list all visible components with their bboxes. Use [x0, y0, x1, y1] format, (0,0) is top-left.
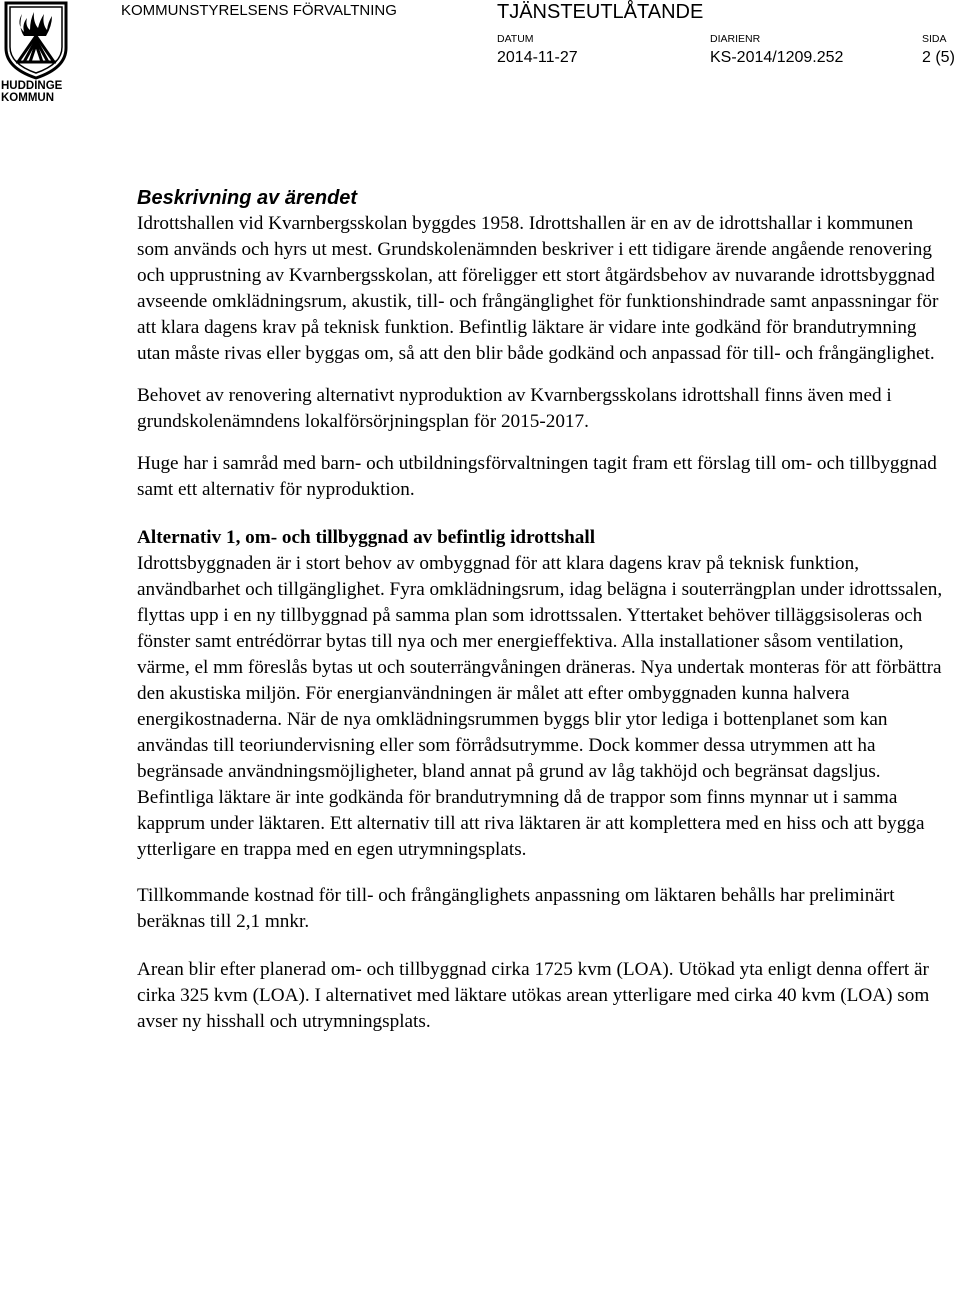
date-label: DATUM: [497, 33, 534, 45]
section-heading: Beskrivning av ärendet: [137, 187, 358, 209]
logo-text: [1, 80, 73, 104]
paragraph-alt1-description: Idrottsbyggnaden är i stort behov av ombyggnad för att klara dagens krav på teknisk funktion, användbarhet och tillgänglighet. Fyra omklädningsrum, idag belägna i souterrängplan under idrottssalen, flyttas upp i en ny tillbyggnad på samma plan som idrottssalen. Yttertaket behöver tilläggsisoleras och fönster samt entrédörrar bytas till nya och mer energieffektiva. Alla installationer såsom ventilation, värme, el mm föreslås bytas ut och souterrängvåningen dräneras. Nya undertak monteras för att förbättra den akustiska miljön. För energianvändningen är målet att efter ombyggnaden kunna halvera energikostnaderna. När de nya omklädningsrummen byggs blir ytor lediga i bottenplanet som kan användas till teoriundervisning eller som förrådsutrymme. Dock kommer dessa utrymmen att ha begränsade användningsmöjligheter, bland annat på grund av låg takhöjd och begränsat dagsljus. Befintliga läktare är inte godkända för brandutrymning då de trappor som finns mynnar ut i samma kapprum under läktaren. Ett alternativ till att riva läktaren är att komplettera med en hiss och att bygga ytterligare en trappa med en egen utrymningsplats.: [137, 553, 943, 860]
logo-text-line-1: HUDDINGE: [1, 80, 63, 92]
municipality-logo: [0, 0, 72, 110]
logo-text-line-2: KOMMUN: [1, 92, 55, 104]
document-type: TJÄNSTEUTLÅTANDE: [497, 1, 704, 23]
paragraph-description: Idrottshallen vid Kvarnbergsskolan byggdes 1958. Idrottshallen är en av de idrottshallar i kommunen som används och hyrs ut mest. Grundskolenämnden beskriver i ett tidigare ärende angående renovering och upprustning av Kvarnbergsskolan, att föreligger ett stort åtgärdsbehov av nuvarande idrottsbyggnad avseende omklädningsrum, akustik, till- och frångänglighet för funktionshindrade samt anpassningar för att klara dagens krav på teknisk funktion. Befintlig läktare är vidare inte godkänd för brandutrymning utan måste rivas eller byggas om, så att den blir både godkänd och anpassad för till- och frångänglighet.: [137, 213, 939, 364]
page-number: 2 (5): [922, 49, 955, 66]
registration-label: DIARIENR: [710, 33, 761, 45]
office-name: KOMMUNSTYRELSENS FÖRVALTNING: [121, 2, 397, 19]
document-body: [137, 185, 943, 1035]
paragraph-proposal: Huge har i samråd med barn- och utbildningsförvaltningen tagit fram ett förslag till om- och tillbyggnad samt ett alternativ för nyproduktion.: [137, 453, 937, 500]
page-label: SIDA: [922, 33, 947, 45]
paragraph-alt1-area: Arean blir efter planerad om- och tillbyggnad cirka 1725 kvm (LOA). Utökad yta enligt denna offert är cirka 325 kvm (LOA). I alternativet med läktare utökas arean ytterligare med cirka 40 kvm (LOA) som avser ny hisshall och utrymningsplats.: [137, 959, 930, 1032]
paragraph-alt1-cost: Tillkommande kostnad för till- och frångänglighets anpassning om läktaren behålls har preliminärt beräknas till 2,1 mnkr.: [137, 885, 895, 932]
date-value: 2014-11-27: [497, 49, 578, 66]
alternative-1-heading: Alternativ 1, om- och tillbyggnad av befintlig idrottshall: [137, 527, 596, 548]
registration-value: KS-2014/1209.252: [710, 49, 844, 66]
paragraph-need: Behovet av renovering alternativt nyproduktion av Kvarnbergsskolans idrottshall finns även med i grundskolenämndens lokalförsörjningsplan för 2015-2017.: [137, 385, 892, 432]
logo-emblem-icon: [0, 0, 72, 80]
